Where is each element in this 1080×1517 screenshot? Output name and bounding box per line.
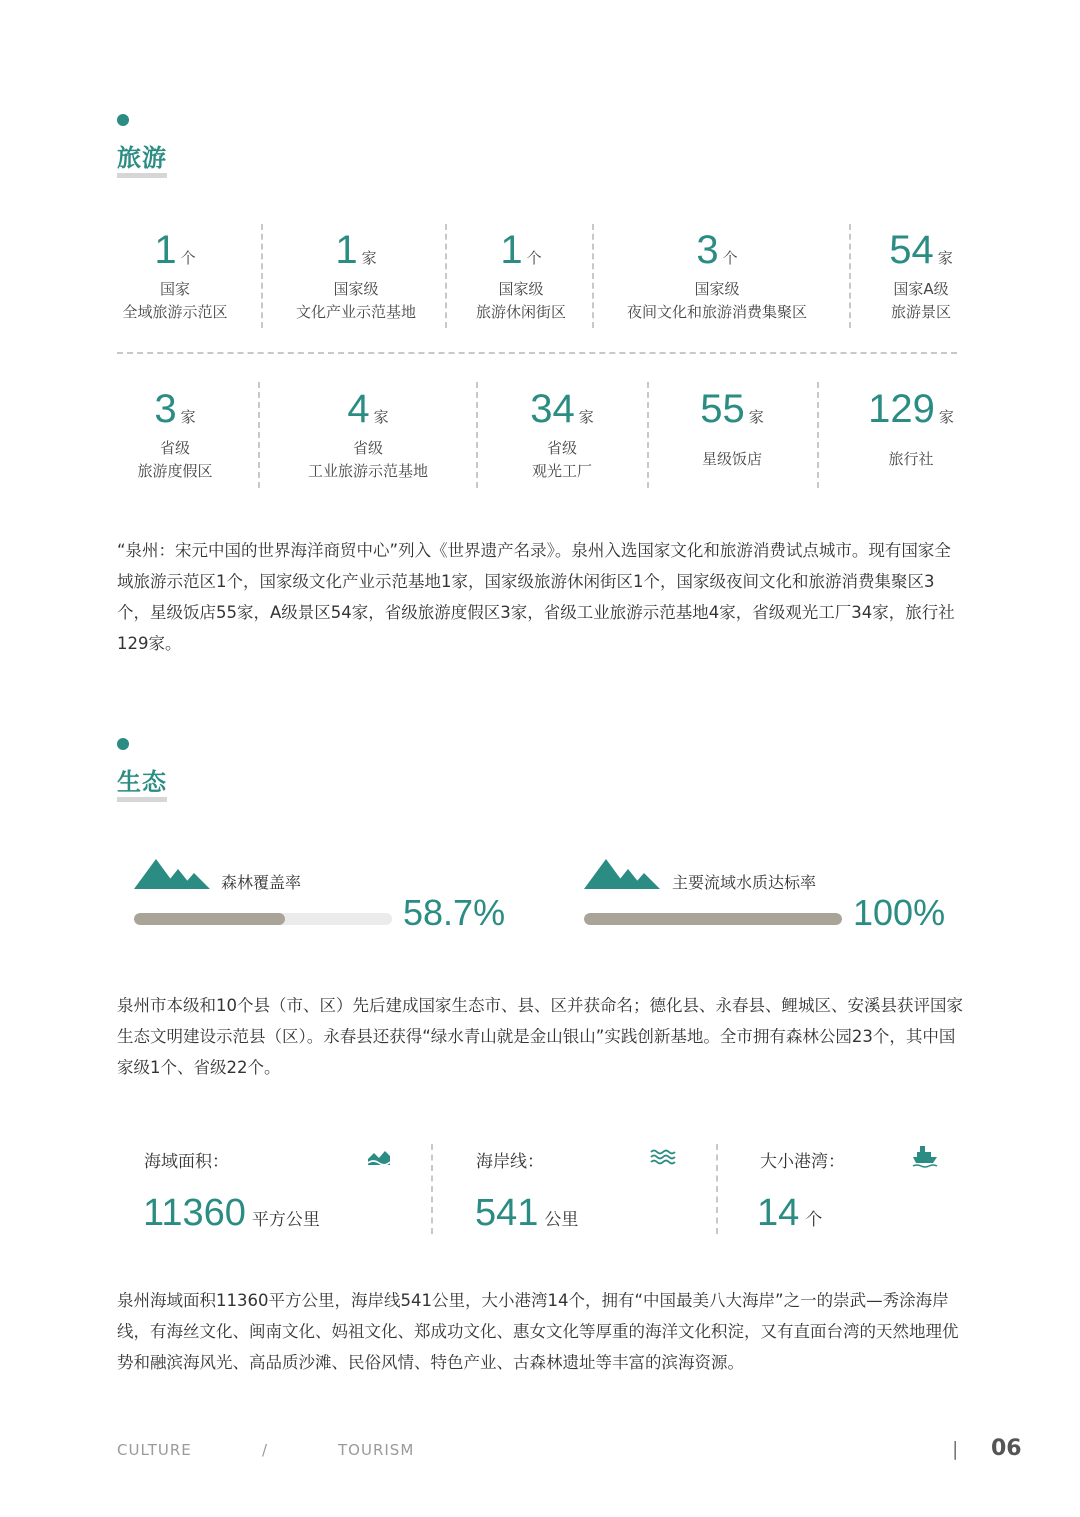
stat-item bbox=[462, 228, 580, 324]
ship-icon bbox=[912, 1144, 938, 1168]
ecology-title: 生态 bbox=[117, 768, 167, 796]
stat-item bbox=[870, 228, 972, 324]
coastline-value: 541 公里 bbox=[475, 1192, 579, 1234]
stat-label: 国家级 旅游休闲街区 bbox=[475, 280, 566, 321]
sea-paragraph: 泉州海域面积11360平方公里，海岸线541公里，大小港湾14个，拥有“中国最美八大海岸”之一的崇武—秀涂海岸线，有海丝文化、闽南文化、妈祖文化、郑成功文化、惠女文化等厚重的海洋文化积淀，又有直面台湾的天然地理优势和融滨海风光、高品质沙滩、民俗风情、特色产业、古森林遗址等丰富的滨海资源。 bbox=[117, 1291, 959, 1372]
ecology-title-underline bbox=[117, 797, 167, 802]
divider bbox=[258, 382, 260, 488]
tourism-title: 旅游 bbox=[117, 144, 167, 172]
stat-unit: 家 bbox=[180, 408, 196, 426]
harbor-unit: 个 bbox=[805, 1210, 823, 1229]
sea-area-label: 海域面积： bbox=[144, 1152, 229, 1172]
forest-progress-bar bbox=[134, 913, 392, 925]
water-progress-bar bbox=[584, 913, 842, 925]
wave-chart-icon bbox=[367, 1147, 391, 1167]
divider bbox=[647, 382, 649, 488]
stat-number: 4 bbox=[347, 387, 370, 431]
stat-number: 1 bbox=[500, 228, 523, 272]
footer-slash: / bbox=[262, 1441, 269, 1459]
waves-icon bbox=[650, 1148, 678, 1166]
forest-progress-fill bbox=[134, 913, 285, 925]
stat-item bbox=[672, 387, 792, 471]
divider bbox=[261, 224, 263, 328]
section-dot bbox=[117, 738, 129, 750]
stat-item bbox=[606, 228, 828, 324]
coastline-unit: 公里 bbox=[544, 1210, 579, 1229]
divider bbox=[716, 1144, 718, 1234]
stat-unit: 家 bbox=[578, 408, 594, 426]
ecology-paragraph: 泉州市本级和10个县（市、区）先后建成国家生态市、县、区并获命名；德化县、永春县、鲤城区、安溪县获评国家生态文明建设示范县（区）。永春县还获得“绿水青山就是金山银山”实践创新基地。全市拥有森林公园23个，其中国家级1个、省级22个。 bbox=[117, 996, 963, 1077]
stat-unit: 家 bbox=[361, 249, 377, 267]
row-divider bbox=[117, 352, 957, 354]
stat-label: 星级饭店 bbox=[701, 450, 762, 468]
stat-number: 55 bbox=[700, 387, 745, 431]
stat-label: 省级 观光工厂 bbox=[531, 439, 592, 480]
stat-number: 34 bbox=[530, 387, 575, 431]
stat-unit: 个 bbox=[722, 249, 738, 267]
water-progress-fill bbox=[584, 913, 842, 925]
stat-number: 3 bbox=[696, 228, 719, 272]
stat-label: 国家 全域旅游示范区 bbox=[122, 280, 228, 321]
forest-percentage: 58.7% bbox=[403, 892, 506, 933]
footer-culture: CULTURE bbox=[117, 1441, 192, 1459]
divider bbox=[445, 224, 447, 328]
stat-label: 旅行社 bbox=[888, 450, 934, 468]
stat-label: 国家级 夜间文化和旅游消费集聚区 bbox=[626, 280, 807, 321]
stat-item bbox=[502, 387, 622, 483]
stat-item bbox=[290, 387, 446, 483]
stat-label: 省级 旅游度假区 bbox=[137, 439, 213, 480]
water-percentage: 100% bbox=[853, 892, 946, 933]
stat-number: 3 bbox=[154, 387, 177, 431]
page-number: 06 bbox=[991, 1436, 1022, 1461]
stat-number: 1 bbox=[154, 228, 177, 272]
tourism-paragraph: “泉州：宋元中国的世界海洋商贸中心”列入《世界遗产名录》。泉州入选国家文化和旅游消费试点城市。现有国家全域旅游示范区1个，国家级文化产业示范基地1家，国家级旅游休闲街区1个，国家级夜间文化和旅游消费集聚区3个，星级饭店55家，A级景区54家，省级旅游度假区3家，省级工业旅游示范基地4家，省级观光工厂34家，旅行社129家。 bbox=[117, 541, 955, 653]
stat-unit: 个 bbox=[526, 249, 542, 267]
footer-tourism: TOURISM bbox=[338, 1441, 415, 1459]
tourism-title-underline bbox=[117, 173, 167, 178]
water-label: 主要流域水质达标率 bbox=[672, 873, 817, 892]
coastline-label: 海岸线： bbox=[476, 1152, 544, 1172]
stat-number: 1 bbox=[335, 228, 358, 272]
stat-label: 国家A级 旅游景区 bbox=[890, 280, 951, 321]
stat-unit: 家 bbox=[748, 408, 764, 426]
mountain-icon bbox=[134, 857, 210, 889]
section-dot bbox=[117, 114, 129, 126]
stat-unit: 家 bbox=[937, 249, 953, 267]
stat-unit: 家 bbox=[373, 408, 389, 426]
divider bbox=[849, 224, 851, 328]
stat-unit: 家 bbox=[938, 408, 954, 426]
sea-area-unit: 平方公里 bbox=[251, 1210, 320, 1229]
divider bbox=[431, 1144, 433, 1234]
harbor-value: 14 个 bbox=[757, 1192, 823, 1234]
stat-item bbox=[280, 228, 432, 324]
divider bbox=[817, 382, 819, 488]
stat-unit: 个 bbox=[180, 249, 196, 267]
stat-number: 129 bbox=[868, 387, 935, 431]
harbor-label: 大小港湾： bbox=[760, 1152, 845, 1172]
footer-divider: | bbox=[952, 1438, 960, 1460]
sea-area-value: 11360 平方公里 bbox=[143, 1192, 320, 1234]
divider bbox=[476, 382, 478, 488]
stat-label: 省级 工业旅游示范基地 bbox=[307, 439, 428, 480]
stat-item bbox=[118, 387, 232, 483]
divider bbox=[592, 224, 594, 328]
mountain-icon bbox=[584, 857, 660, 889]
stat-item bbox=[110, 228, 240, 324]
stat-label: 国家级 文化产业示范基地 bbox=[295, 280, 416, 321]
forest-label: 森林覆盖率 bbox=[221, 873, 302, 892]
stat-item bbox=[852, 387, 970, 471]
stat-number: 54 bbox=[889, 228, 934, 272]
